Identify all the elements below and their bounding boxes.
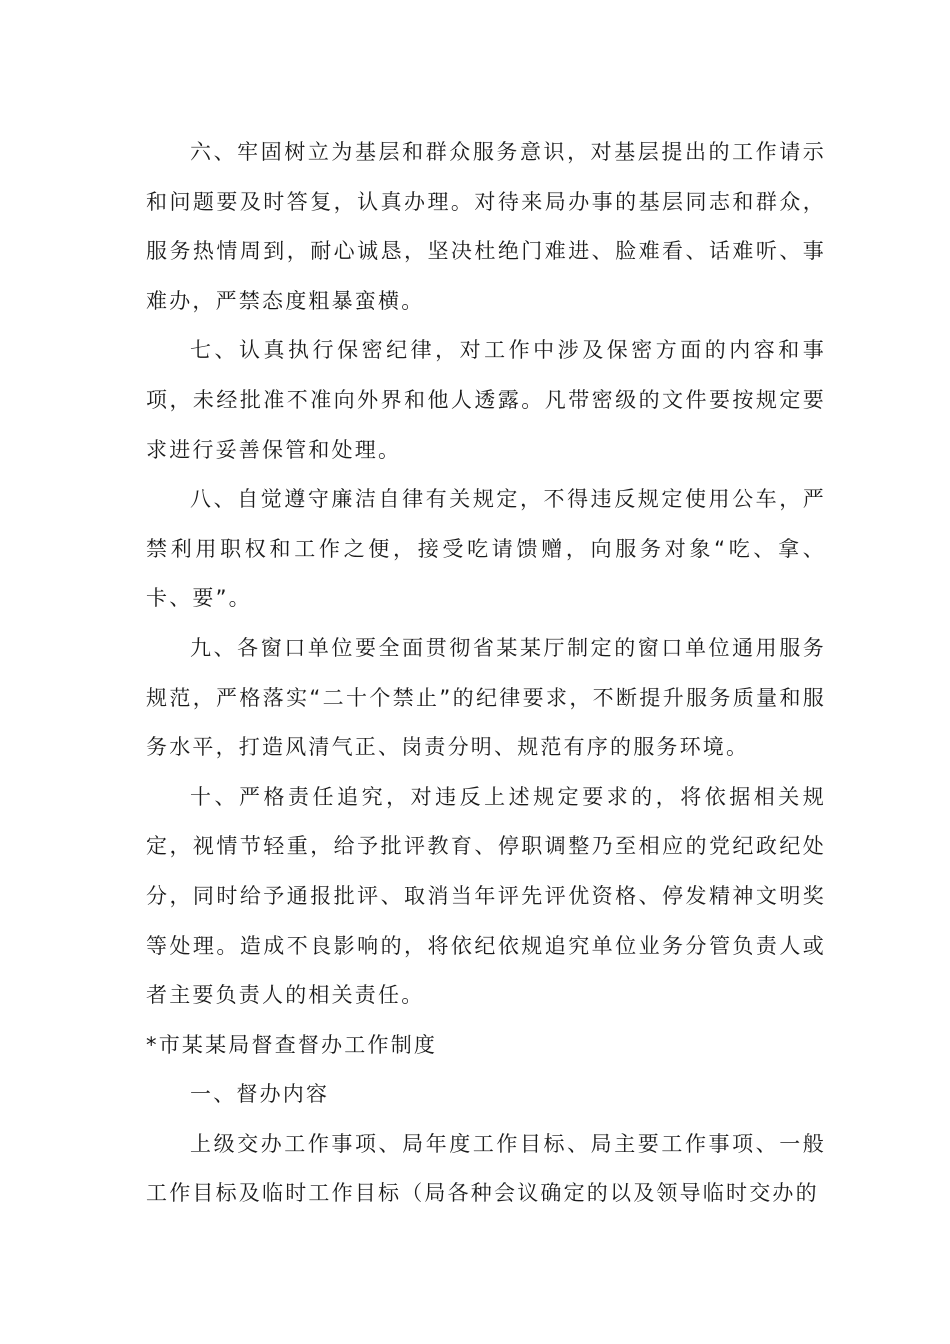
paragraph-eight: 八、自觉遵守廉洁自律有关规定，不得违反规定使用公车，严禁利用职权和工作之便，接受吃请馈赠，向服务对象“吃、拿、卡、要”。	[146, 487, 826, 611]
paragraph-six: 六、牢固树立为基层和群众服务意识，对基层提出的工作请示和问题要及时答复，认真办理。对待来局办事的基层同志和群众，服务热情周到，耐心诚恳，坚决杜绝门难进、脸难看、话难听、事难办，严禁态度粗暴蛮横。	[146, 140, 826, 313]
paragraph-nine: 九、各窗口单位要全面贯彻省某某厅制定的窗口单位通用服务规范，严格落实“二十个禁止”的纪律要求，不断提升服务质量和服务水平，打造风清气正、岗责分明、规范有序的服务环境。	[146, 635, 826, 760]
paragraph-supervision-content: 上级交办工作事项、局年度工作目标、局主要工作事项、一般工作目标及临时工作目标（局各种会议确定的以及领导临时交办的	[146, 1131, 826, 1206]
document-body	[146, 128, 826, 1219]
paragraph-ten: 十、严格责任追究，对违反上述规定要求的，将依据相关规定，视情节轻重，给予批评教育、停职调整乃至相应的党纪政纪处分，同时给予通报批评、取消当年评先评优资格、停发精神文明奖等处理。造成不良影响的，将依纪依规追究单位业务分管负责人或者主要负责人的相关责任。	[146, 784, 826, 1008]
section-title: *市某某局督查督办工作制度	[146, 1032, 438, 1057]
subsection-title: 一、督办内容	[190, 1082, 330, 1107]
paragraph-seven: 七、认真执行保密纪律，对工作中涉及保密方面的内容和事项，未经批准不准向外界和他人透露。凡带密级的文件要按规定要求进行妥善保管和处理。	[146, 338, 826, 462]
